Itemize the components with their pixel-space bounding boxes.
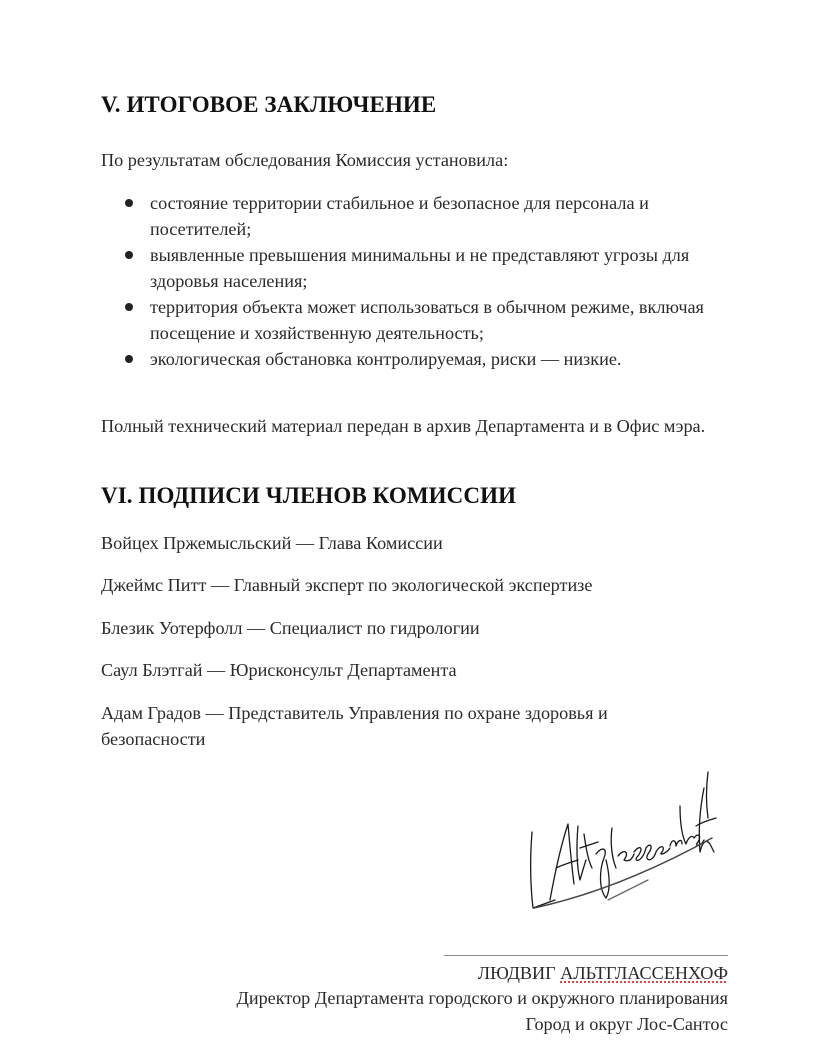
bullet-icon — [125, 199, 133, 207]
list-item: экологическая обстановка контролируемая, риски — низкие. — [101, 346, 741, 372]
spellcheck-flagged-word: АЛЬТГЛАССЕНХОФ — [560, 963, 728, 983]
member-line: Саул Блэтгай — Юрисконсульт Департамента — [101, 660, 457, 680]
signatory-name: ЛЮДВИГ АЛЬТГЛАССЕНХОФ — [477, 963, 728, 983]
signature-line — [444, 955, 728, 956]
section-heading-signatures: VI. ПОДПИСИ ЧЛЕНОВ КОМИССИИ — [101, 483, 517, 508]
member-line: Адам Градов — Представитель Управления по охране здоровья и безопасности — [101, 703, 608, 749]
list-item: состояние территории стабильное и безопасное для персонала и посетителей; — [101, 190, 741, 242]
conclusion-intro: По результатам обследования Комиссия установила: — [101, 150, 509, 170]
list-item: выявленные превышения минимальны и не представляют угрозы для здоровья населения; — [101, 242, 741, 294]
bullet-icon — [125, 303, 133, 311]
list-item: территория объекта может использоваться в обычном режиме, включая посещение и хозяйственную деятельность; — [101, 294, 741, 346]
bullet-icon — [125, 355, 133, 363]
findings-list — [101, 190, 741, 372]
member-line: Войцех Пржемысльский — Глава Комиссии — [101, 533, 443, 553]
handwritten-signature-icon — [520, 768, 720, 918]
closing-paragraph: Полный технический материал передан в архив Департамента и в Офис мэра. — [101, 416, 706, 436]
bullet-icon — [125, 251, 133, 259]
member-line: Блезик Уотерфолл — Специалист по гидрологии — [101, 618, 480, 638]
member-line: Джеймс Питт — Главный эксперт по экологической экспертизе — [101, 575, 593, 595]
signatory-location: Город и округ Лос-Сантос — [525, 1014, 728, 1034]
signatory-title: Директор Департамента городского и окружного планирования — [236, 988, 728, 1008]
section-heading-conclusion: V. ИТОГОВОЕ ЗАКЛЮЧЕНИЕ — [101, 92, 437, 117]
